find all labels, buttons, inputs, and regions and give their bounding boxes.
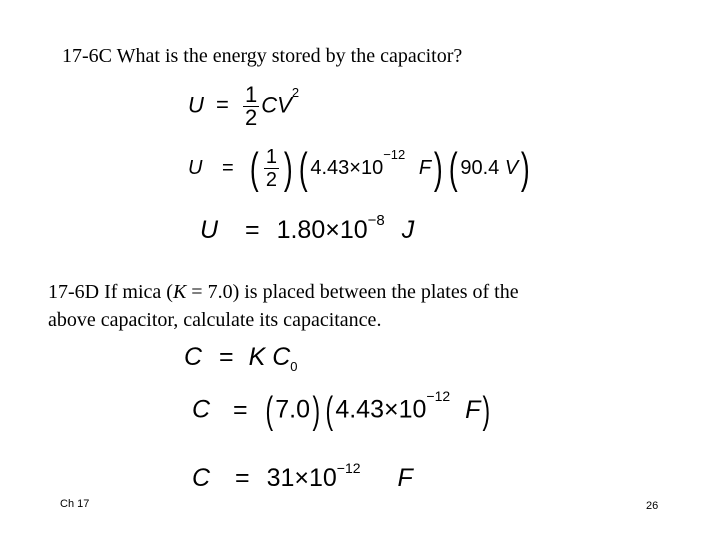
eq3-mantissa: 1.80×10 [276,216,368,244]
eq2-voltage: 90.4 [460,156,500,179]
eq2-equals: = [222,156,234,179]
eq2-paren-close-3: ) [521,143,530,193]
equation-energy-formula [188,84,299,129]
eq2-paren-open-1: ( [250,143,259,193]
eq2-paren-close-1: ) [283,143,293,193]
equation-capacitance-substituted [192,388,493,432]
eq2-numerator: 1 [265,146,278,168]
equation-energy-result [200,212,415,245]
eq5-equals: = [233,395,248,424]
eq1-equals: = [216,92,229,118]
eq3-equals: = [245,216,260,244]
eq6-exponent: −12 [336,460,361,476]
eq2-paren-close-2: ) [433,143,443,193]
eq5-paren-open-1: ( [265,390,273,432]
question-17-6d-line1 [48,280,519,304]
eq3-unit-joule: J [401,216,415,244]
eq5-k: 7.0 [275,395,310,424]
eq4-subscript: 0 [290,359,298,374]
q2-line1-k: K [172,281,187,303]
eq2-denominator: 2 [265,169,278,191]
eq2-mantissa: 4.43×10 [310,156,384,179]
q2-line1-end: = 7.0) is placed between the plates of the [186,281,519,303]
eq2-exponent: −12 [383,147,406,162]
eq5-unit-farad: F [465,395,481,424]
eq5-mantissa: 4.43×10 [335,395,427,424]
eq2-fraction [264,146,279,191]
eq1-exponent: 2 [291,85,300,100]
eq6-unit-farad: F [397,464,413,492]
eq1-numerator: 1 [245,82,258,107]
eq2-paren-open-2: ( [298,143,308,193]
eq1-lhs: U [188,92,204,118]
eq2-paren-open-3: ( [448,143,458,193]
q2-line1-start: 17-6D If mica ( [48,281,173,303]
eq5-paren-open-2: ( [325,390,333,432]
eq1-fraction [243,84,259,129]
eq6-mantissa: 31×10 [266,464,337,492]
eq4-c: C [272,343,291,371]
eq1-denominator: 2 [245,105,258,130]
eq2-unit-volt: V [504,156,519,179]
eq6-lhs: C [192,464,211,492]
eq5-lhs: C [192,395,211,424]
eq5-exponent: −12 [426,388,451,404]
eq3-exponent: −8 [367,212,385,229]
eq1-voltage: V [277,92,292,118]
equation-energy-substituted [188,143,533,193]
eq2-lhs: U [188,156,203,179]
equation-capacitance-result [192,460,413,493]
eq4-k: K [248,343,266,371]
eq4-lhs: C [184,343,203,371]
eq4-equals: = [219,343,234,371]
eq6-equals: = [235,464,250,492]
equation-capacitance-formula [184,343,298,372]
question-17-6d-line2: above capacitor, calculate its capacitance. [48,309,382,331]
eq5-paren-close-2: ) [482,390,491,432]
footer-chapter: Ch 17 [60,498,90,510]
eq3-lhs: U [200,216,219,244]
footer-page-number: 26 [646,500,659,512]
eq1-capacitance: C [261,92,278,118]
eq2-unit-farad: F [418,156,432,179]
eq5-paren-close-1: ) [312,390,321,432]
question-17-6c: 17-6C What is the energy stored by the capacitor? [62,45,463,67]
